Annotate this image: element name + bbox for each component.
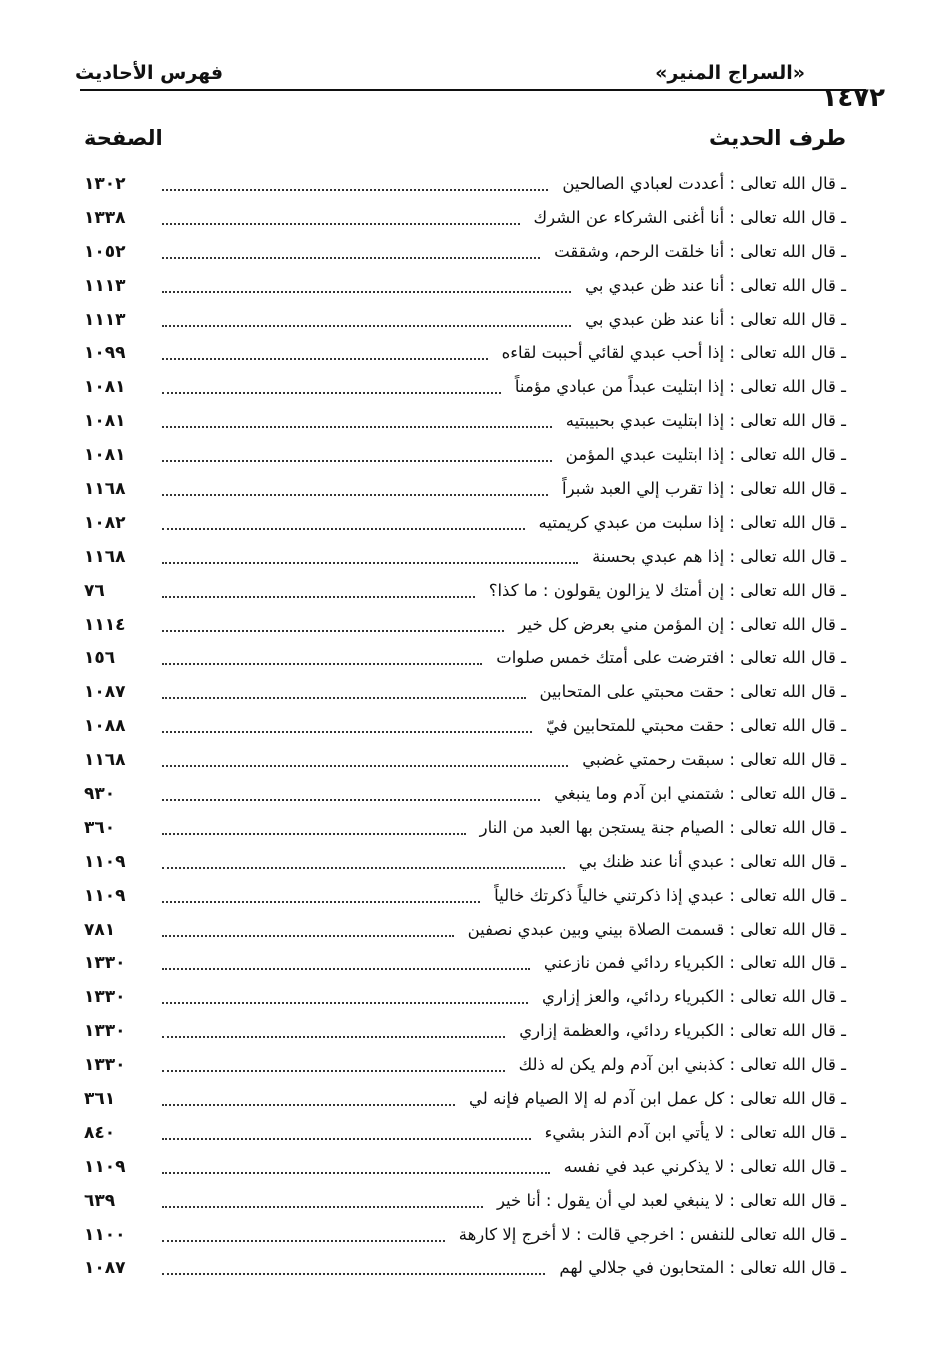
dot-leader	[162, 596, 475, 598]
index-entry	[84, 404, 846, 438]
entry-text: ـ قال الله تعالى : أنا عند ظن عبدي بي	[585, 309, 846, 329]
dot-leader	[162, 223, 520, 225]
index-entry	[84, 438, 846, 472]
entry-page-number: ١٣٣٠	[84, 1021, 126, 1042]
index-entry	[84, 201, 846, 235]
column-headers	[84, 126, 846, 156]
index-entry	[84, 675, 846, 709]
dot-leader	[162, 1206, 483, 1208]
entry-page-number: ١١١٤	[84, 614, 126, 635]
entry-text: ـ قال الله تعالى : لا يذكرني عبد في نفسه	[563, 1156, 846, 1176]
dot-leader	[162, 325, 571, 327]
index-entry	[84, 235, 846, 269]
entry-page-number: ١٠٨٧	[84, 682, 126, 703]
dot-leader	[162, 392, 501, 394]
entry-text: ـ قال الله تعالى : إن المؤمن مني بعرض كل خير	[518, 614, 846, 634]
entry-page-number: ١٣٣٠	[84, 987, 126, 1008]
entry-text: ـ قال الله تعالى : حقت محبتي للمتحابين فيّ	[546, 716, 846, 736]
entry-page-number: ١١٦٨	[84, 478, 126, 499]
dot-leader	[162, 1172, 550, 1174]
entry-text: ـ قال الله تعالى : قسمت الصلاة بيني وبين عبدي نصفين	[467, 919, 846, 939]
entry-page-number: ١٠٩٩	[84, 343, 126, 364]
entry-page-number: ١١٠٠	[84, 1224, 126, 1245]
index-entry	[84, 811, 846, 845]
entry-page-number: ٣٦٠	[84, 817, 116, 838]
dot-leader	[162, 494, 548, 496]
entry-page-number: ١١٦٨	[84, 750, 126, 771]
dot-leader	[162, 189, 548, 191]
dot-leader	[162, 1273, 545, 1275]
entry-text: ـ قال الله تعالى : إذا ابتليت عبدي بحبيبتيه	[565, 411, 846, 431]
running-head	[75, 58, 885, 113]
dot-leader	[162, 291, 571, 293]
dot-leader	[162, 358, 488, 360]
dot-leader	[162, 833, 466, 835]
dot-leader	[162, 1070, 505, 1072]
index-entry	[84, 269, 846, 303]
index-entry	[84, 336, 846, 370]
dot-leader	[162, 1002, 528, 1004]
entry-page-number: ١١٠٩	[84, 1156, 126, 1177]
dot-leader	[162, 765, 568, 767]
index-entry	[84, 946, 846, 980]
entry-page-number: ٧٦	[84, 580, 105, 601]
index-entry	[84, 574, 846, 608]
index-entry	[84, 1184, 846, 1218]
entry-text: ـ قال الله تعالى : لا ينبغي لعبد لي أن يقول : أنا خير	[496, 1190, 846, 1210]
index-entry	[84, 1048, 846, 1082]
dot-leader	[162, 1240, 445, 1242]
entry-text: ـ قال الله تعالى : حقت محبتي على المتحابين	[539, 682, 846, 702]
entry-text: ـ قال الله تعالى : كذبني ابن آدم ولم يكن له ذلك	[518, 1055, 846, 1075]
entry-page-number: ١٠٥٢	[84, 241, 126, 262]
entry-page-number: ١٣٣٨	[84, 207, 126, 228]
book-title: «السراج المنير»	[655, 62, 805, 84]
entry-text: ـ قال الله تعالى : إذا تقرب إلي العبد شبراً	[562, 478, 846, 498]
index-entry	[84, 1014, 846, 1048]
entry-text: ـ قال الله تعالى للنفس : اخرجي قالت : لا أخرج إلا كارهة	[458, 1224, 846, 1244]
dot-leader	[162, 697, 526, 699]
index-entry	[84, 1116, 846, 1150]
dot-leader	[162, 731, 532, 733]
entry-text: ـ قال الله تعالى : أعددت لعبادي الصالحين	[562, 173, 846, 193]
entry-page-number: ١٠٨١	[84, 411, 126, 432]
entry-text: ـ قال الله تعالى : الكبرياء ردائي، والعز إزاري	[542, 987, 846, 1007]
entry-text: ـ قال الله تعالى : الكبرياء ردائي، والعظمة إزاري	[519, 1021, 846, 1041]
entry-page-number: ٩٣٠	[84, 783, 116, 804]
entry-text: ـ قال الله تعالى : عبدي أنا عند ظنك بي	[578, 851, 846, 871]
entry-text: ـ قال الله تعالى : إذا أحب عبدي لقائي أحببت لقاءه	[501, 343, 846, 363]
entry-text: ـ قال الله تعالى : إذا ابتليت عبداً من عبادي مؤمناً	[514, 377, 846, 397]
index-entry	[84, 709, 846, 743]
entry-list	[84, 167, 846, 1285]
index-entry	[84, 506, 846, 540]
entry-page-number: ١٠٨٨	[84, 716, 126, 737]
dot-leader	[162, 257, 540, 259]
index-entry	[84, 845, 846, 879]
dot-leader	[162, 1104, 455, 1106]
dot-leader	[162, 968, 530, 970]
column-header-page: الصفحة	[84, 126, 163, 150]
entry-text: ـ قال الله تعالى : المتحابون في جلالي لهم	[559, 1258, 846, 1278]
entry-text: ـ قال الله تعالى : افترضت على أمتك خمس صلوات	[496, 648, 846, 668]
header-rule	[80, 89, 866, 91]
index-entry	[84, 167, 846, 201]
index-entry	[84, 879, 846, 913]
page-number: ١٤٧٢	[821, 83, 885, 113]
entry-page-number: ١٠٨٢	[84, 512, 126, 533]
column-header-hadith: طرف الحديث	[708, 126, 846, 150]
entry-text: ـ قال الله تعالى : شتمني ابن آدم وما ينبغي	[554, 783, 846, 803]
dot-leader	[162, 630, 504, 632]
entry-page-number: ١٠٨١	[84, 445, 126, 466]
entry-text: ـ قال الله تعالى : لا يأتي ابن آدم النذر بشيء	[544, 1122, 846, 1142]
dot-leader	[162, 935, 454, 937]
index-entry	[84, 641, 846, 675]
entry-page-number: ١٣٣٠	[84, 1055, 126, 1076]
index-entry	[84, 777, 846, 811]
entry-text: ـ قال الله تعالى : إذا سلبت من عبدي كريمتيه	[538, 512, 846, 532]
dot-leader	[162, 1138, 531, 1140]
index-entry	[84, 1150, 846, 1184]
index-entry	[84, 1082, 846, 1116]
entry-text: ـ قال الله تعالى : الكبرياء ردائي فمن نازعني	[543, 953, 846, 973]
section-title: فهرس الأحاديث	[75, 62, 224, 84]
entry-page-number: ١٣٠٢	[84, 173, 126, 194]
index-entry	[84, 540, 846, 574]
entry-text: ـ قال الله تعالى : إذا ابتليت عبدي المؤمن	[565, 445, 846, 465]
dot-leader	[162, 460, 552, 462]
entry-text: ـ قال الله تعالى : كل عمل ابن آدم له إلا الصيام فإنه لي	[468, 1088, 846, 1108]
entry-page-number: ١١١٣	[84, 309, 126, 330]
index-entry	[84, 370, 846, 404]
entry-page-number: ١١٠٩	[84, 851, 126, 872]
dot-leader	[162, 663, 482, 665]
index-entry	[84, 608, 846, 642]
entry-page-number: ١٥٦	[84, 648, 116, 669]
entry-page-number: ١٣٣٠	[84, 953, 126, 974]
entry-text: ـ قال الله تعالى : أنا أغنى الشركاء عن الشرك	[533, 207, 846, 227]
dot-leader	[162, 867, 565, 869]
entry-page-number: ١١٦٨	[84, 546, 126, 567]
entry-text: ـ قال الله تعالى : إذا هم عبدي بحسنة	[592, 546, 846, 566]
index-entry	[84, 743, 846, 777]
index-entry	[84, 913, 846, 947]
dot-leader	[162, 901, 480, 903]
entry-page-number: ١١١٣	[84, 275, 126, 296]
entry-text: ـ قال الله تعالى : الصيام جنة يستجن بها العبد من النار	[479, 817, 846, 837]
entry-text: ـ قال الله تعالى : أنا عند ظن عبدي بي	[585, 275, 846, 295]
dot-leader	[162, 1036, 505, 1038]
entry-text: ـ قال الله تعالى : أنا خلقت الرحم، وشققت	[554, 241, 846, 261]
entry-page-number: ١٠٨١	[84, 377, 126, 398]
entry-page-number: ٣٦١	[84, 1088, 116, 1109]
dot-leader	[162, 562, 578, 564]
dot-leader	[162, 799, 540, 801]
index-entry	[84, 1218, 846, 1252]
index-entry	[84, 1252, 846, 1286]
index-entry	[84, 980, 846, 1014]
entry-text: ـ قال الله تعالى : عبدي إذا ذكرتني خالياً ذكرتك خالياً	[494, 885, 846, 905]
dot-leader	[162, 426, 552, 428]
entry-page-number: ٧٨١	[84, 919, 116, 940]
entry-page-number: ١٠٨٧	[84, 1258, 126, 1279]
index-entry	[84, 303, 846, 337]
entry-text: ـ قال الله تعالى : سبقت رحمتي غضبي	[582, 750, 846, 770]
entry-page-number: ١١٠٩	[84, 885, 126, 906]
dot-leader	[162, 528, 525, 530]
index-entry	[84, 472, 846, 506]
entry-page-number: ٨٤٠	[84, 1122, 116, 1143]
entry-page-number: ٦٣٩	[84, 1190, 116, 1211]
entry-text: ـ قال الله تعالى : إن أمتك لا يزالون يقولون : ما كذا؟	[488, 580, 846, 600]
